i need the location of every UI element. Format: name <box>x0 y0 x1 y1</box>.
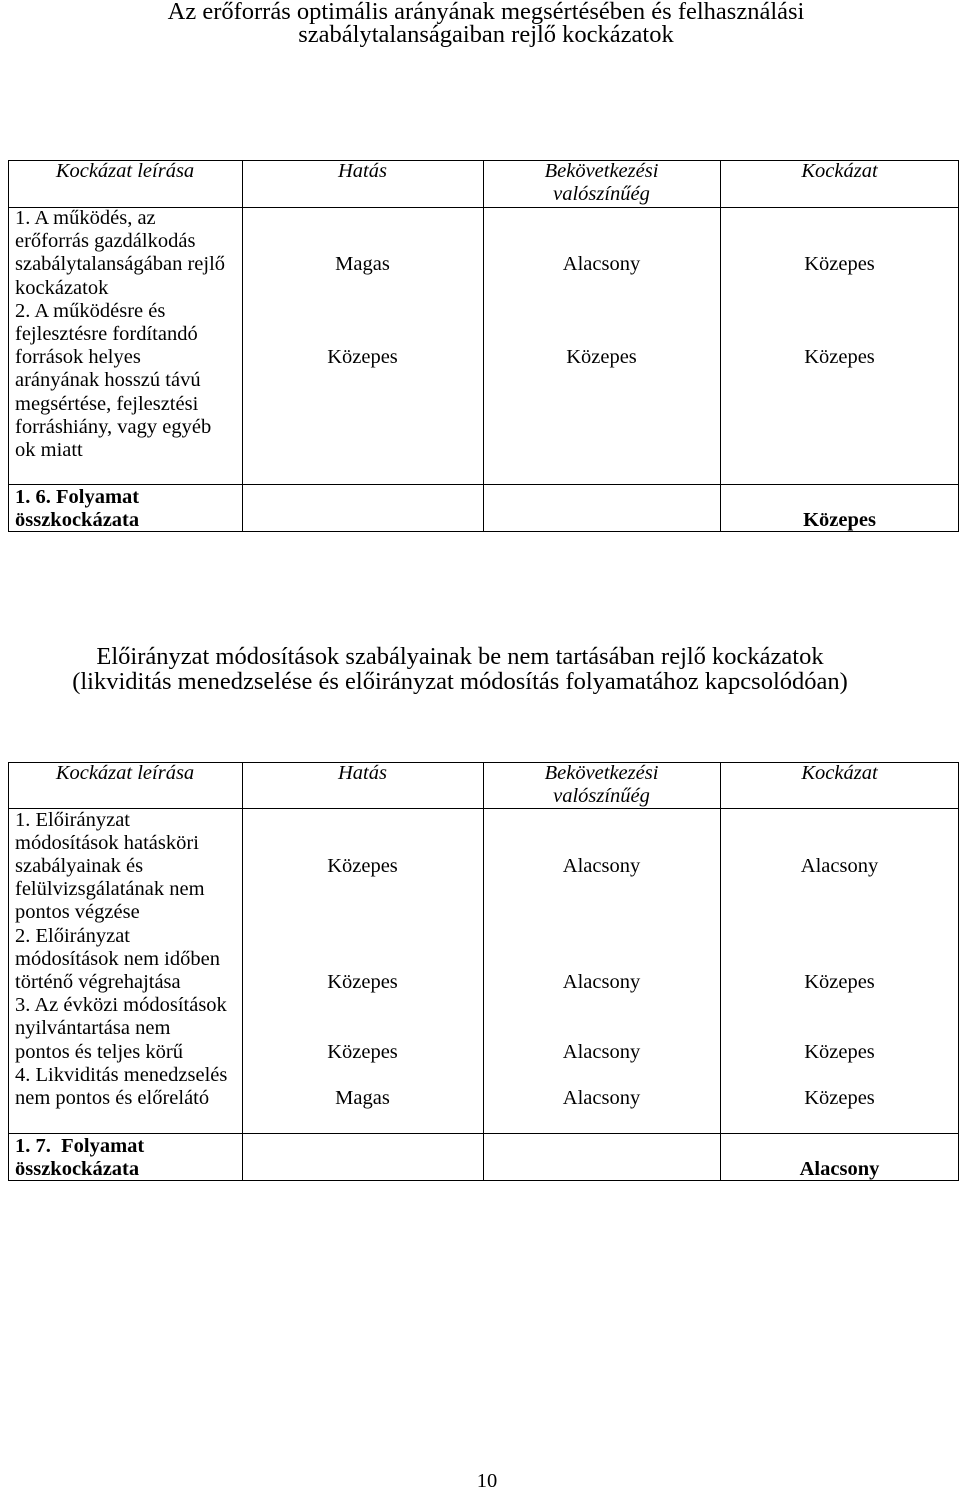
table1-row-1-impact: Magas <box>335 253 390 276</box>
table2-row-1-impact: Közepes <box>327 854 398 877</box>
table2-row-3-impact: Közepes <box>327 1040 398 1063</box>
table1-header-impact: Hatás <box>338 160 387 182</box>
table2-row-2-impact: Közepes <box>327 970 398 993</box>
table1-total-label: 1. 6. Folyamat összkockázata <box>15 485 140 531</box>
table2-row-4-impact: Magas <box>335 1086 390 1109</box>
table1-row-2-impact: Közepes <box>327 346 398 369</box>
page-number: 10 <box>476 1470 498 1492</box>
table1-header-probability: Bekövetkezési valószínűég <box>544 160 659 206</box>
table2-header-impact: Hatás <box>338 762 387 784</box>
document-title: Az erőforrás optimális arányának megsértésében és felhasználási szabálytalanságaiban rejlő kockázatok <box>167 0 805 48</box>
table1-header-risk: Kockázat <box>801 160 878 182</box>
table2-row-4-description: 4. Likviditás menedzselés nem pontos és előrelátó <box>15 1063 228 1109</box>
table2-row-1-probability: Alacsony <box>562 854 641 877</box>
table1-row-2-risk: Közepes <box>804 346 875 369</box>
table2-header-probability: Bekövetkezési valószínűég <box>544 762 659 808</box>
table2-total-label: 1. 7. Folyamat összkockázata <box>15 1134 145 1180</box>
table1-row-1-risk: Közepes <box>804 253 875 276</box>
table2-row-1-description: 1. Előirányzat módosítások hatásköri szabályainak és felülvizsgálatának nem pontos végzése <box>15 808 205 924</box>
table1-total-risk: Közepes <box>803 508 876 531</box>
table2-header-risk: Kockázat <box>801 762 878 784</box>
table-rule <box>8 160 9 532</box>
table2-row-3-description: 3. Az évközi módosítások nyilvántartása nem pontos és teljes körű <box>15 994 227 1063</box>
table2-row-2-risk: Közepes <box>804 970 875 993</box>
table1-header-description: Kockázat leírása <box>55 160 195 182</box>
table-rule <box>8 762 9 1181</box>
section-heading: Előirányzat módosítások szabályainak be nem tartásában rejlő kockázatok (likviditás menedzselése és előirányzat módosítás folyamatához kapcsolódóan) <box>72 643 848 695</box>
table2-row-2-probability: Alacsony <box>562 970 641 993</box>
table2-header-description: Kockázat leírása <box>55 762 195 784</box>
risk-table-2 <box>8 762 959 1181</box>
table1-row-1-probability: Alacsony <box>562 253 641 276</box>
table2-total-risk: Alacsony <box>799 1157 880 1180</box>
table2-row-3-risk: Közepes <box>804 1040 875 1063</box>
table1-row-1-description: 1. A működés, az erőforrás gazdálkodás szabálytalanságában rejlő kockázatok <box>15 207 226 299</box>
table2-row-4-risk: Közepes <box>804 1086 875 1109</box>
risk-table-1 <box>8 160 959 532</box>
table1-row-2-probability: Közepes <box>566 346 637 369</box>
table2-row-4-probability: Alacsony <box>562 1086 641 1109</box>
table2-row-1-risk: Alacsony <box>800 854 879 877</box>
table1-row-2-description: 2. A működésre és fejlesztésre fordítandó források helyes arányának hosszú távú megsértése, fejlesztési forráshiány, vagy egyéb ok miatt <box>15 299 212 462</box>
table2-row-3-probability: Alacsony <box>562 1040 641 1063</box>
table2-row-2-description: 2. Előirányzat módosítások nem időben történő végrehajtása <box>15 924 220 993</box>
